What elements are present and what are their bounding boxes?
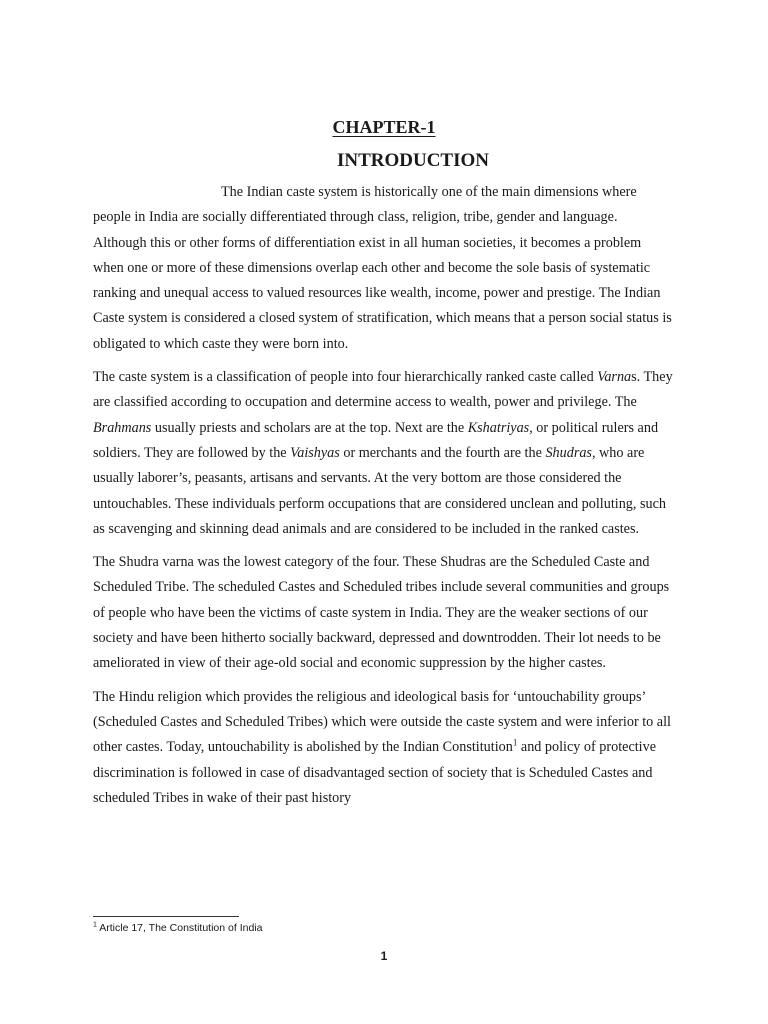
paragraph-4: The Hindu religion which provides the religious and ideological basis for ‘untouchability groups’ (Scheduled Castes and Scheduled Tribes) which were outside the caste system and were inferior to all other castes. Today, untouchability is abolished by the Indian Constitution$^1$ and policy of protective discrimination is followed in case of disadvantaged section of society that is Scheduled Castes and scheduled Tribes in wake of their past history [93,688,671,806]
footnote-marker: 1 [93,921,97,929]
term-varna: Varna [597,369,632,386]
paragraph-1: The Indian caste system is historically one of the main dimensions where people in India are socially differentiated through class, religion, tribe, gender and language. Although this or other forms of differentiation exist in all human societies, it becomes a problem when one or more of these dimensions overlap each other and become the sole basis of systematic ranking and unequal access to valued resources like wealth, income, power and prestige. The Indian Caste system is considered a closed system of stratification, which means that a person social status is obligated to which caste they were born into. [93,184,672,352]
footnote-reference[interactable]: 1 [512,737,518,748]
chapter-title: INTRODUCTION [336,150,490,171]
chapter-heading: CHAPTER-1 [332,117,436,137]
paragraph-2: The caste system is a classification of people into four hierarchically ranked caste called Varnas. They are classified according to occupation and determine access to wealth, power and privilege. The Brahmans usually priests and scholars are at the top. Next are the Kshatriyas, or political rulers and soldiers. They are followed by the Vaishyas or merchants and the fourth are the Shudras, who are usually laborer’s, peasants, artisans and servants. At the very bottom are those considered the untouchables. These individuals perform occupations that are considered unclean and polluting, such as scavenging and skinning dead animals and are considered to be included in the ranked castes. [93,369,673,537]
term-brahmans: Brahmans [93,419,152,436]
term-kshatriyas: Kshatriyas [467,419,530,436]
footnote-divider [93,916,239,917]
term-shudras: Shudras [545,444,592,461]
page-number: 1 [380,949,388,963]
paragraph-3: The Shudra varna was the lowest category of the four. These Shudras are the Scheduled Caste and Scheduled Tribe. The scheduled Castes and Scheduled tribes include several communities and groups of people who have been the victims of caste system in India. They are the weaker sections of our society and have been hitherto socially backward, depressed and downtrodden. Their lot needs to be ameliorated in view of their age-old social and economic suppression by the higher castes. [93,554,670,672]
body-text [93,180,673,819]
term-vaishyas: Vaishyas [290,444,340,461]
footnote [93,921,262,935]
footnote-text: Article 17, The Constitution of India [96,922,263,934]
